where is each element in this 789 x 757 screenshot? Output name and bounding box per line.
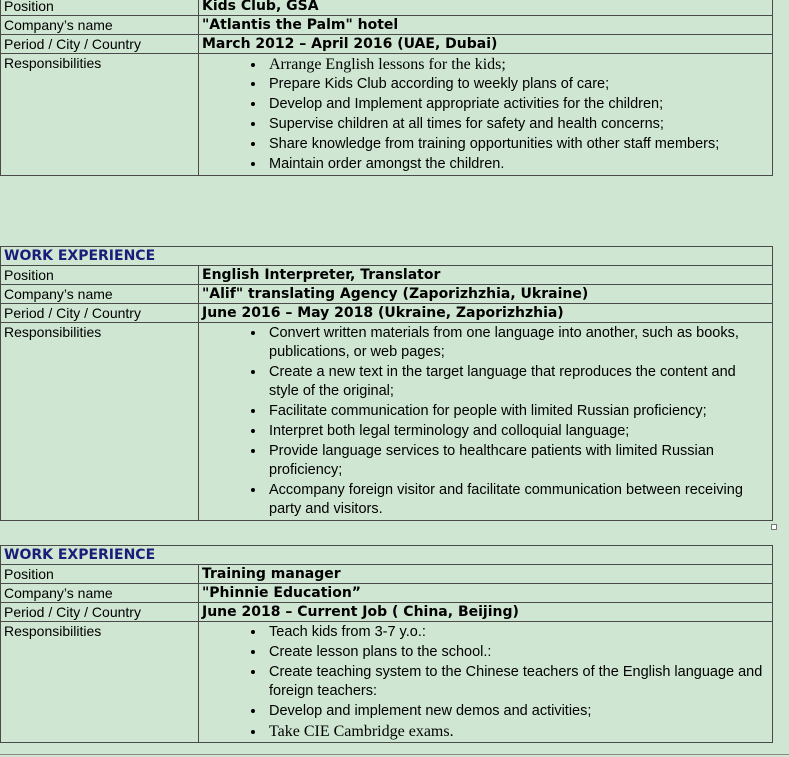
company-row <box>1 285 773 304</box>
period-value: June 2018 – Current Job ( China, Beijing) <box>199 603 773 622</box>
section-header-row <box>1 546 773 565</box>
responsibilities-row <box>1 622 773 743</box>
list-item: • Develop and Implement appropriate activities for the children; <box>266 95 769 114</box>
company-row <box>1 584 773 603</box>
list-item: • Prepare Kids Club according to weekly plans of care; <box>266 75 769 94</box>
list-item: • Arrange English lessons for the kids; <box>266 55 769 74</box>
responsibilities-cell <box>199 54 773 176</box>
company-label: Company’s name <box>1 584 199 603</box>
list-item: • Teach kids from 3-7 y.o.: <box>266 623 769 642</box>
position-row <box>1 0 773 16</box>
list-item: • Interpret both legal terminology and colloquial language; <box>266 422 769 441</box>
list-item: • Take CIE Cambridge exams. <box>266 722 769 741</box>
responsibilities-list <box>202 324 769 519</box>
list-item: • Create teaching system to the Chinese teachers of the English language and foreign teachers: <box>266 663 769 701</box>
list-item: • Provide language services to healthcare patients with limited Russian proficiency; <box>266 442 769 480</box>
responsibilities-label: Responsibilities <box>1 54 199 176</box>
list-item: • Convert written materials from one language into another, such as books, publications, or web pages; <box>266 324 769 362</box>
responsibilities-row <box>1 54 773 176</box>
period-row <box>1 35 773 54</box>
section-heading: WORK EXPERIENCE <box>1 247 199 266</box>
section-heading-fill <box>199 247 773 266</box>
period-label: Period / City / Country <box>1 603 199 622</box>
list-item: • Create a new text in the target language that reproduces the content and style of the original; <box>266 363 769 401</box>
responsibilities-label: Responsibilities <box>1 323 199 521</box>
list-item: • Supervise children at all times for safety and health concerns; <box>266 115 769 134</box>
period-value: June 2016 – May 2018 (Ukraine, Zaporizhzhia) <box>199 304 773 323</box>
work-experience-table-2 <box>0 246 773 521</box>
position-row <box>1 565 773 584</box>
list-item: • Create lesson plans to the school.: <box>266 643 769 662</box>
period-label: Period / City / Country <box>1 304 199 323</box>
responsibilities-cell <box>199 622 773 743</box>
position-value: Kids Club, GSA <box>199 0 773 16</box>
position-label: Position <box>1 0 199 16</box>
period-label: Period / City / Country <box>1 35 199 54</box>
list-item: • Maintain order amongst the children. <box>266 155 769 174</box>
position-label: Position <box>1 565 199 584</box>
company-label: Company’s name <box>1 16 199 35</box>
position-value: Training manager <box>199 565 773 584</box>
page-bottom-divider <box>0 754 789 755</box>
section-heading-fill <box>199 546 773 565</box>
section-header-row <box>1 247 773 266</box>
company-label: Company’s name <box>1 285 199 304</box>
company-value: "Alif" translating Agency (Zaporizhzhia, Ukraine) <box>199 285 773 304</box>
company-row <box>1 16 773 35</box>
position-value: English Interpreter, Translator <box>199 266 773 285</box>
position-label: Position <box>1 266 199 285</box>
responsibilities-list <box>202 55 769 174</box>
responsibilities-list <box>202 623 769 741</box>
work-experience-table-3 <box>0 545 773 743</box>
list-item: • Accompany foreign visitor and facilitate communication between receiving party and visitors. <box>266 481 769 519</box>
list-item: • Share knowledge from training opportunities with other staff members; <box>266 135 769 154</box>
responsibilities-cell <box>199 323 773 521</box>
list-item: • Facilitate communication for people with limited Russian proficiency; <box>266 402 769 421</box>
list-item: • Develop and implement new demos and activities; <box>266 702 769 721</box>
responsibilities-label: Responsibilities <box>1 622 199 743</box>
section-heading: WORK EXPERIENCE <box>1 546 199 565</box>
responsibilities-row <box>1 323 773 521</box>
work-experience-table-1 <box>0 0 773 176</box>
period-row <box>1 603 773 622</box>
period-value: March 2012 – April 2016 (UAE, Dubai) <box>199 35 773 54</box>
table-resize-handle[interactable] <box>771 524 777 530</box>
period-row <box>1 304 773 323</box>
company-value: "Phinnie Education” <box>199 584 773 603</box>
position-row <box>1 266 773 285</box>
company-value: "Atlantis the Palm" hotel <box>199 16 773 35</box>
